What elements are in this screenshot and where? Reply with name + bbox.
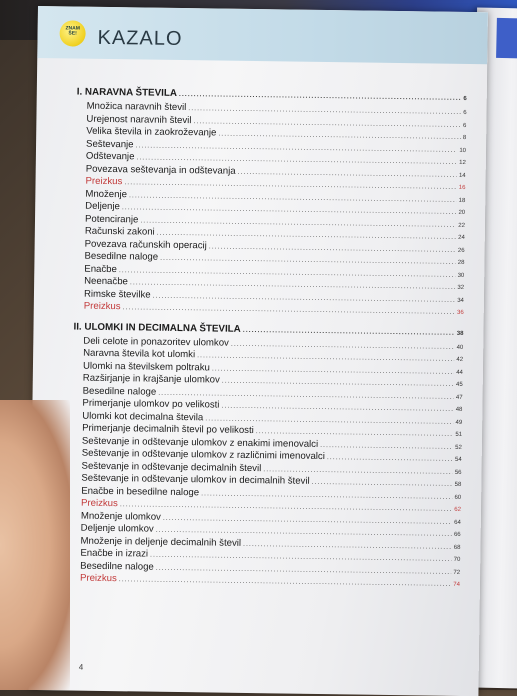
toc-entry-label: Seštevanje in odštevanje ulomkov in decimalnih števil [81,472,310,487]
toc-entry-label: Deljenje ulomkov [80,522,154,535]
toc-entry-label: Besedilne naloge [80,560,154,573]
toc-entry-page: 42 [456,356,464,363]
toc-entry-page: 48 [455,406,463,413]
toc-entry-page: 49 [455,419,463,426]
toc-entry-label: Enačbe in izrazi [80,547,149,560]
toc-entry-label: Enačbe [84,263,117,275]
page-number: 4 [78,662,84,672]
toc-entry-page: 26 [457,247,465,254]
toc-entry-page: 56 [454,469,462,476]
toc-entry-label: Seštevanje in odštevanje ulomkov z različnimi imenovalci [81,447,325,463]
toc-entry-label: Računski zakoni [84,225,155,238]
toc-entry-page: 51 [455,431,463,438]
toc-entry-label: Odštevanje [85,150,135,163]
toc-entry-label: Neenačbe [84,275,128,288]
section-title: II. ULOMKI IN DECIMALNA ŠTEVILA [73,321,241,335]
toc-entry-page: 18 [458,197,466,204]
toc-entry-label: Preizkus [85,175,123,188]
section-items [70,335,463,590]
dot-leader [209,243,456,253]
toc-entry-page: 28 [457,259,465,266]
toc-entry-page: 44 [456,369,463,376]
dot-leader [197,352,454,363]
toc-entry-label: Seštevanje in odštevanje ulomkov z enakimi imenovalci [81,435,319,450]
toc-entry-label: Primerjanje decimalnih števil po velikosti [82,422,254,437]
dot-leader [238,168,458,178]
toc-entry-label: Razširjanje in krajšanje ulomkov [82,372,220,386]
toc-entry-label: Ulomki kot decimalna števila [82,410,204,423]
toc-entry-label: Seštevanje in odštevanje decimalnih števil [81,460,262,474]
toc-entry-label: Ulomki na številskem poltraku [82,360,210,373]
toc-entry-page: 22 [458,222,466,229]
page-title: KAZALO [97,26,183,51]
toc-entry-label: Potenciranje [84,213,139,225]
toc-entry-page: 45 [456,381,463,388]
section-page: 38 [456,330,464,337]
dot-leader [263,466,453,476]
toc-entry-label: Množica naravnih števil [86,100,187,114]
dot-leader [221,403,453,413]
toc-entry-label: Deljenje [85,200,120,213]
dot-leader [312,479,453,488]
logo-text: ZNAM ŠE! [65,25,80,37]
toc-entry-label: Deli celote in ponazoritev ulomkov [83,335,229,349]
dot-leader [212,365,454,375]
book-page [28,6,488,696]
toc-entry-page: 8 [462,134,467,141]
toc-entry-page: 14 [458,172,466,179]
dot-leader [205,415,453,425]
toc-entry-page: 64 [454,519,461,526]
toc-entry-label: Primerjanje ulomkov po velikosti [82,397,220,411]
toc-entry-label: Seštevanje [86,138,134,150]
toc-entry-page: 10 [459,147,467,154]
hand [0,400,70,690]
toc-entry-page: 6 [463,109,467,116]
toc-entry-page: 47 [455,394,463,401]
toc-entry-label: Povezava računskih operacij [84,238,207,251]
toc-entry-label: Enačbe in besedilne naloge [81,485,200,498]
toc-entry-page: 20 [458,209,466,216]
table-of-contents [70,87,467,591]
dot-leader [179,91,462,102]
dot-leader [218,131,461,141]
toc-entry-page: 34 [457,297,464,304]
toc-entry-page: 6 [462,122,467,129]
toc-entry-page: 24 [458,234,465,241]
toc-entry-page: 52 [455,444,462,451]
dot-leader [119,576,452,588]
toc-entry-label: Urejenost naravnih števil [86,113,192,126]
section-title: I. NARAVNA ŠTEVILA [76,86,178,99]
toc-entry-page: 36 [457,309,464,316]
toc-entry-label: Besedilne naloge [82,385,157,398]
toc-entry-page: 70 [453,556,461,563]
section-page: 6 [463,95,467,102]
toc-entry-page: 54 [454,456,462,463]
dot-leader [231,340,455,350]
page-header [37,6,488,64]
dot-leader [256,428,454,438]
toc-entry-page: 66 [453,531,461,538]
toc-entry-page: 58 [454,481,462,488]
toc-entry-page: 32 [457,284,465,291]
toc-entry-label: Množenje [85,188,128,200]
toc-entry-label: Velika števila in zaokroževanje [86,125,217,139]
toc-entry-label: Besedilne naloge [84,250,159,263]
toc-entry-label: Naravna števila kot ulomki [83,347,196,361]
toc-entry-page: 40 [456,344,464,351]
dot-leader [243,326,455,336]
dot-leader [222,378,454,388]
toc-entry-label: Rimske številke [83,288,151,301]
toc-entry-page: 30 [457,272,465,279]
section-items [74,101,467,319]
dot-leader [243,540,452,550]
toc-entry-label: Preizkus [80,497,118,510]
toc-entry-label: Množenje in deljenje decimalnih števil [80,535,242,549]
toc-entry-page: 62 [454,506,462,513]
dot-leader [201,490,452,501]
toc-entry-label: Množenje ulomkov [80,510,161,523]
toc-entry-page: 72 [453,569,461,576]
next-page-header [496,18,517,59]
toc-entry-label: Povezava seštevanja in odštevanja [85,163,236,177]
toc-entry-page: 12 [459,159,466,166]
toc-entry-page: 68 [453,544,461,551]
toc-entry-label: Preizkus [83,300,121,313]
toc-entry-page: 16 [458,184,466,191]
dot-leader [320,441,453,450]
dot-leader [327,454,453,463]
toc-entry-label: Preizkus [79,572,117,585]
toc-entry-page: 74 [453,581,460,588]
toc-entry-page: 60 [454,494,462,501]
